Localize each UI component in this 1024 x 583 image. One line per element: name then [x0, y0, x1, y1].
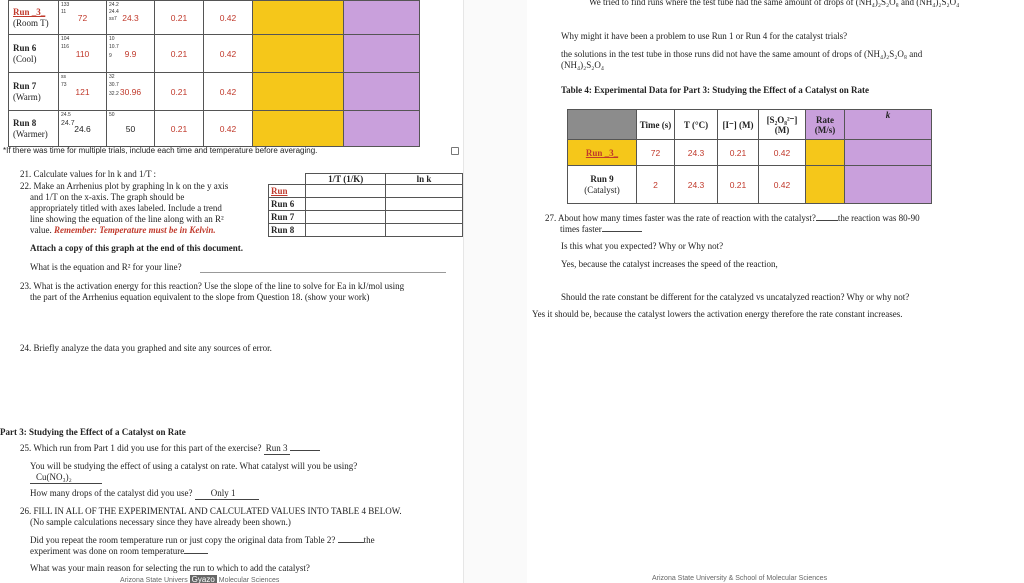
question-26: 26. FILL IN ALL OF THE EXPERIMENTAL AND CALCULATED VALUES INTO TABLE 4 BELOW. (No sample calculations necessary since they have already been shown.)	[20, 506, 402, 527]
page-footer: Arizona State Univers Gyazo Molecular Sciences	[120, 575, 280, 583]
question-27: 27. About how many times faster was the rate of reaction with the catalyst? the reaction was 80-90 times faster	[545, 213, 920, 234]
attach-instruction: Attach a copy of this graph at the end of this document.	[30, 243, 244, 253]
catalyst-question: You will be studying the effect of using a catalyst on rate. What catalyst will you be using? Cu(NO₃)₂	[30, 461, 358, 482]
expected-answer: Yes, because the catalyst increases the speed of the reaction,	[561, 259, 778, 269]
expected-question: Is this what you expected? Why or Why not?	[561, 241, 724, 251]
right-page	[527, 0, 1024, 583]
table4-title: Table 4: Experimental Data for Part 3: Studying the Effect of a Catalyst on Rate	[561, 85, 869, 95]
table-row-label: Run 9 (Catalyst)	[568, 166, 637, 204]
question-25: 25. Which run from Part 1 did you use for this part of the exercise? Run 3	[20, 443, 320, 455]
calc-cell[interactable]	[306, 185, 386, 198]
calc-cell[interactable]	[386, 185, 463, 198]
calc-cell[interactable]	[306, 198, 386, 211]
calc-cell[interactable]	[306, 211, 386, 224]
why-answer: the solutions in the test tube in those runs did not have the same amount of drops of (NH₄)₂S₂O₈ and (NH₄)₂S₂O₄	[561, 49, 923, 70]
answer-line[interactable]	[200, 272, 446, 273]
question-21: 21. Calculate values for ln k and 1/T :	[20, 169, 157, 179]
reason-question: What was your main reason for selecting the run to which to add the catalyst?	[30, 563, 310, 573]
equation-question: What is the equation and R² for your line?	[30, 262, 182, 272]
page-footer: Arizona State University & School of Molecular Sciences	[652, 575, 828, 582]
calc-cell[interactable]	[386, 211, 463, 224]
repeat-question: Did you repeat the room temperature run or just copy the original data from Table 2? the experiment was done on room temperature	[30, 535, 375, 556]
table-row-label: Run 8 (Warmer)	[9, 111, 59, 147]
calc-table: 1/T (1/K) ln k Run Run 6 Run 7 Run 8	[268, 173, 463, 237]
rate-constant-answer: Yes it should be, because the catalyst lowers the activation energy therefore the rate constant increases.	[532, 309, 903, 319]
calc-cell[interactable]	[306, 224, 386, 237]
rate-constant-question: Should the rate constant be different for the catalyzed vs uncatalyzed reaction? Why or why not?	[561, 292, 910, 302]
intro-text: We tried to find runs where the test tube had the same amount of drops of (NH₄)₂S₂O₈ and (NH₄)₂S₂O₄	[589, 0, 960, 7]
question-22: 22. Make an Arrhenius plot by graphing ln k on the y axis and 1/T on the x-axis. The graph should be appropriately titled with axes labeled. Include a trend line showing the equation of the line along with an R² value. Remember: Temperature must be in Kelvin.	[20, 181, 229, 235]
question-24: 24. Briefly analyze the data you graphed and site any sources of error.	[20, 343, 272, 353]
scroll-handle[interactable]	[451, 147, 459, 155]
question-23: 23. What is the activation energy for this reaction? Use the slope of the line to solve for Ea in kJ/mol using the part of the Arrhenius equation equivalent to the slope from Question 18. (show your work)	[20, 281, 405, 302]
drops-question: How many drops of the catalyst did you use? Only 1	[30, 488, 259, 500]
left-page	[0, 0, 463, 583]
calc-cell[interactable]	[386, 224, 463, 237]
why-question: Why might it have been a problem to use Run 1 or Run 4 for the catalyst trials?	[561, 31, 848, 41]
table4: Time (s) T (°C) [I⁻] (M) [S₂O₈²⁻] (M) Rate (M/s) k Run _3_ 72 24.3 0.21 0.42 Run 9 (Catalyst) 2 24.3 0.21 0.42	[567, 109, 932, 204]
calc-cell[interactable]	[386, 198, 463, 211]
rate-data-table: Run _3_ (Room T) 133 11 72 24.2 24.4 ss7 24.3 0.21 0.42 Run 6 (Cool) 104 116 110 10 10.7 9 9.9 0.21 0.42 Run 7 (Warm) ss 73 121 32 30.7 32.2 30.96 0.21 0.42 Run 8 (Warmer) 24.5 24.7 24.6 50 50 0.21 0.42	[8, 0, 420, 147]
table-row-label: Run 7 (Warm)	[9, 73, 59, 111]
table-footnote: *If there was time for multiple trials, include each time and temperature before averaging.	[3, 146, 318, 155]
table-row-label: Run 6 (Cool)	[9, 35, 59, 73]
gyazo-overlay: Gyazo	[191, 575, 215, 583]
page-gap	[463, 0, 529, 583]
table-row-label: Run _3_ (Room T)	[9, 1, 59, 35]
part3-title: Part 3: Studying the Effect of a Catalyst on Rate	[0, 427, 186, 437]
